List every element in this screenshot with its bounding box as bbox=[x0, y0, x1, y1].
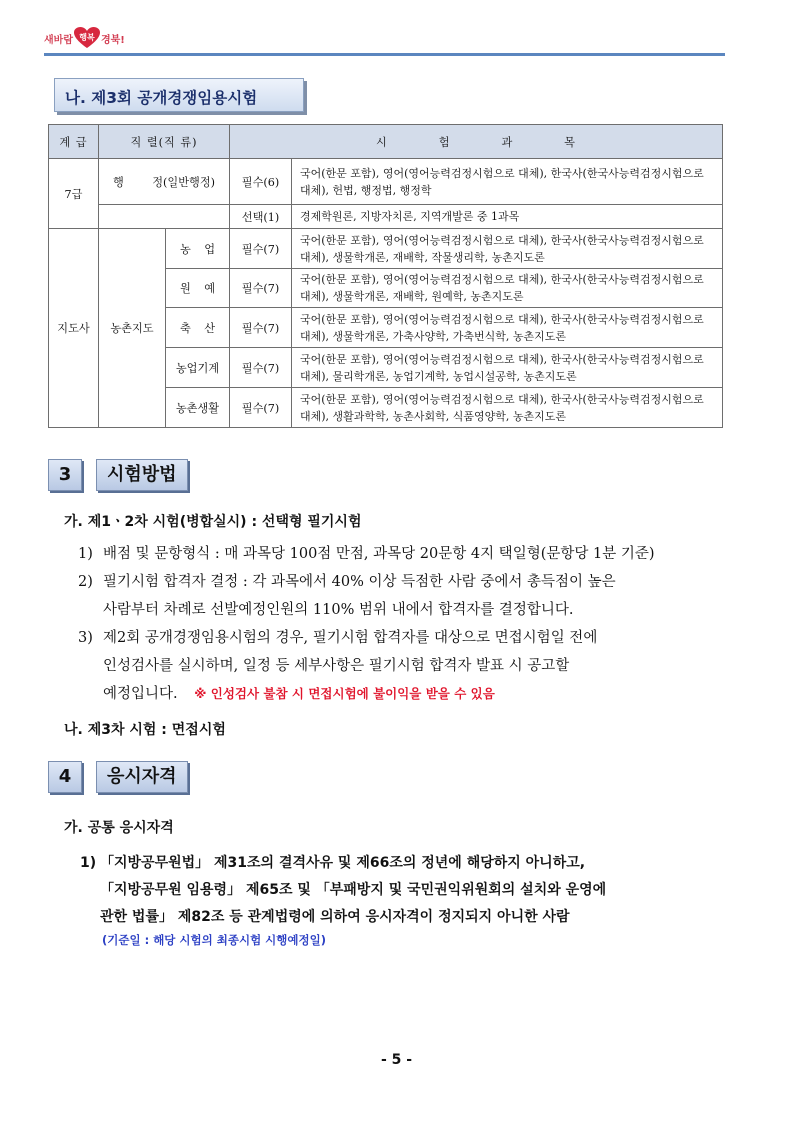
grade-cell: 지도사 bbox=[49, 229, 99, 428]
grade-cell: 7급 bbox=[49, 159, 99, 229]
series-cell: 행 정(일반행정) bbox=[99, 159, 230, 205]
subsection-heading: 가. 제1ㆍ2차 시험(병합실시) : 선택형 필기시험 bbox=[64, 514, 362, 530]
reference-date-note: (기준일 : 해당 시험의 최종시험 시행예정일) bbox=[102, 933, 326, 947]
list-item: 2) 필기시험 합격자 결정 : 각 과목에서 40% 이상 득점한 사람 중에서 총득점이 높은 사람부터 차례로 선발예정인원의 110% 범위 내에서 합격자를 결정합니다. bbox=[78, 574, 616, 618]
exam-subjects-table bbox=[48, 124, 723, 428]
list-item: 3) 제2회 공개경쟁임용시험의 경우, 필기시험 합격자를 대상으로 면접시험일 전에 인성검사를 실시하며, 일정 등 세부사항은 필기시험 합격자 발표 시 공고할 예정입니다. ※ 인성검사 불참 시 면접시험에 불이익을 받을 수 있음 bbox=[78, 630, 598, 702]
logo bbox=[44, 26, 125, 50]
subsection-heading: 나. 제3차 시험 : 면접시험 bbox=[64, 722, 226, 738]
requirement-label: 필수(7) bbox=[230, 388, 292, 428]
header-subjects bbox=[230, 125, 723, 159]
subjects-cell: 국어(한문 포함), 영어(영어능력검정시험으로 대체), 한국사(한국사능력검정시험으로 대체), 헌법, 행정법, 행정학 bbox=[292, 159, 723, 205]
table-header-row bbox=[49, 125, 723, 159]
class-cell: 농 업 bbox=[166, 229, 230, 269]
section-title: 응시자격 bbox=[96, 761, 188, 793]
class-cell: 농업기계 bbox=[166, 348, 230, 388]
requirement-label: 필수(6) bbox=[230, 159, 292, 205]
series-cell-empty bbox=[99, 205, 230, 229]
class-cell: 원 예 bbox=[166, 269, 230, 308]
section-number: 3 bbox=[48, 459, 82, 491]
subjects-cell: 국어(한문 포함), 영어(영어능력검정시험으로 대체), 한국사(한국사능력검정시험으로 대체), 생물학개론, 가축사양학, 가축번식학, 농촌지도론 bbox=[292, 308, 723, 348]
requirement-label: 선택(1) bbox=[230, 205, 292, 229]
subjects-cell: 국어(한문 포함), 영어(영어능력검정시험으로 대체), 한국사(한국사능력검정시험으로 대체), 생물학개론, 재배학, 원예학, 농촌지도론 bbox=[292, 269, 723, 308]
requirement-label: 필수(7) bbox=[230, 348, 292, 388]
logo-text-part1: 새바람 bbox=[44, 34, 73, 46]
header-subjects-text: 시 험 과 목 bbox=[376, 135, 576, 149]
section-number: 4 bbox=[48, 761, 82, 793]
requirement-label: 필수(7) bbox=[230, 269, 292, 308]
subjects-cell: 국어(한문 포함), 영어(영어능력검정시험으로 대체), 한국사(한국사능력검정시험으로 대체), 생물학개론, 재배학, 작물생리학, 농촌지도론 bbox=[292, 229, 723, 269]
header-series: 직 렬(직 류) bbox=[99, 125, 230, 159]
subjects-cell: 국어(한문 포함), 영어(영어능력검정시험으로 대체), 한국사(한국사능력검정시험으로 대체), 생활과학학, 농촌사회학, 식품영양학, 농촌지도론 bbox=[292, 388, 723, 428]
requirement-label: 필수(7) bbox=[230, 308, 292, 348]
table-row bbox=[49, 229, 723, 269]
subjects-cell: 경제학원론, 지방자치론, 지역개발론 중 1과목 bbox=[292, 205, 723, 229]
table-row bbox=[49, 205, 723, 229]
table-row bbox=[49, 159, 723, 205]
logo-heart-text: 행복 bbox=[79, 33, 95, 42]
logo-text-part2: 경북! bbox=[100, 34, 125, 46]
subjects-cell: 국어(한문 포함), 영어(영어능력검정시험으로 대체), 한국사(한국사능력검정시험으로 대체), 물리학개론, 농업기계학, 농업시설공학, 농촌지도론 bbox=[292, 348, 723, 388]
class-cell: 농촌생활 bbox=[166, 388, 230, 428]
section-title: 시험방법 bbox=[96, 459, 188, 491]
subsection-title: 나. 제3회 공개경쟁임용시험 bbox=[65, 89, 258, 107]
requirement-label: 필수(7) bbox=[230, 229, 292, 269]
heart-icon bbox=[74, 27, 100, 49]
subsection-title-box bbox=[54, 78, 304, 112]
series-cell: 농촌지도 bbox=[99, 229, 166, 428]
header-grade: 계 급 bbox=[49, 125, 99, 159]
header-divider bbox=[44, 53, 725, 56]
page-number: - 5 - bbox=[380, 1052, 413, 1068]
class-cell: 축 산 bbox=[166, 308, 230, 348]
warning-note: ※ 인성검사 불참 시 면접시험에 불이익을 받을 수 있음 bbox=[194, 686, 495, 701]
subsection-heading: 가. 공통 응시자격 bbox=[64, 820, 174, 836]
